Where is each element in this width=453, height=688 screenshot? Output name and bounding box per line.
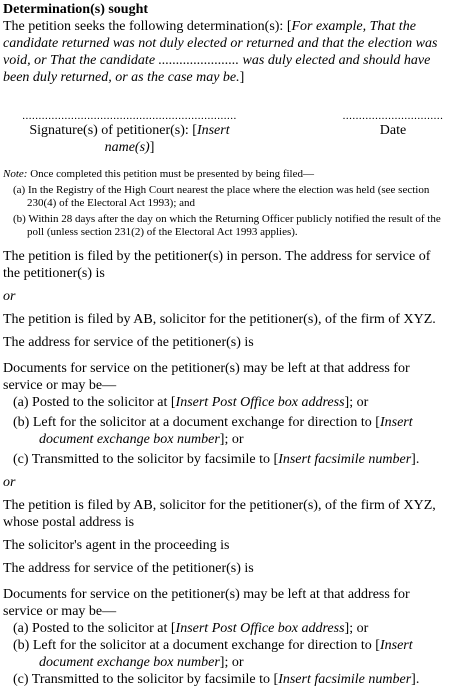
filing-note: Note: Once completed this petition must be presented by being filed— — [3, 168, 314, 180]
option-b: (b) Left for the solicitor at a document exchange for direction to [Insert document exchange box number]; or — [13, 638, 413, 670]
date-field — [331, 110, 453, 139]
determination-paragraph: The petition seeks the following determination(s): [For example, That the candidate returned was not duly elected or returned and that the election was void, or That the candidate ....................... was duly elected and should have been duly returned, or as the case may be.] — [3, 19, 438, 85]
section-heading: Determination(s) sought — [3, 2, 149, 17]
filed-by-solicitor-paragraph: The petition is filed by AB, solicitor for the petitioner(s), of the firm of XYZ. — [3, 312, 436, 327]
documents-paragraph: Documents for service on the petitioner(s) may be left at that address for service or may be— — [3, 587, 410, 619]
or-separator: or — [3, 289, 16, 304]
option-c: (c) Transmitted to the solicitor by facsimile to [Insert facsimile number]. — [13, 672, 420, 687]
date-line: ............................... — [342, 110, 444, 122]
signature-label: Signature(s) of petitioner(s): [Insert name(s)] — [29, 123, 230, 155]
address-for-service-paragraph: The address for service of the petitioner(s) is — [3, 335, 254, 350]
signature-block — [3, 110, 450, 162]
signature-line: .................................................................. — [22, 110, 237, 122]
date-label: Date — [379, 123, 407, 138]
signature-field — [17, 110, 242, 156]
option-b: (b) Left for the solicitor at a document exchange for direction to [Insert document exchange box number]; or — [13, 415, 413, 447]
filed-in-person-paragraph: The petition is filed by the petitioner(s) in person. The address for service of the petitioner(s) is — [3, 249, 431, 281]
option-a: (a) Posted to the solicitor at [Insert Post Office box address]; or — [13, 621, 369, 636]
note-item-b: (b) Within 28 days after the day on which the Returning Officer publicly notified the result of the poll (unless section 231(2) of the Electoral Act 1993 applies). — [13, 213, 441, 238]
documents-paragraph: Documents for service on the petitioner(s) may be left at that address for service or may be— — [3, 361, 410, 393]
or-separator: or — [3, 475, 16, 490]
solicitor-agent-paragraph: The solicitor's agent in the proceeding is — [3, 538, 230, 553]
option-a: (a) Posted to the solicitor at [Insert Post Office box address]; or — [13, 395, 369, 410]
filed-by-solicitor-postal-paragraph: The petition is filed by AB, solicitor for the petitioner(s), of the firm of XYZ, whose postal address is — [3, 498, 436, 530]
address-for-service-paragraph: The address for service of the petitioner(s) is — [3, 561, 254, 576]
note-item-a: (a) In the Registry of the High Court nearest the place where the election was held (see section 230(4) of the Electoral Act 1993); and — [13, 184, 430, 209]
option-c: (c) Transmitted to the solicitor by facsimile to [Insert facsimile number]. — [13, 452, 420, 467]
document-page — [0, 1, 453, 687]
